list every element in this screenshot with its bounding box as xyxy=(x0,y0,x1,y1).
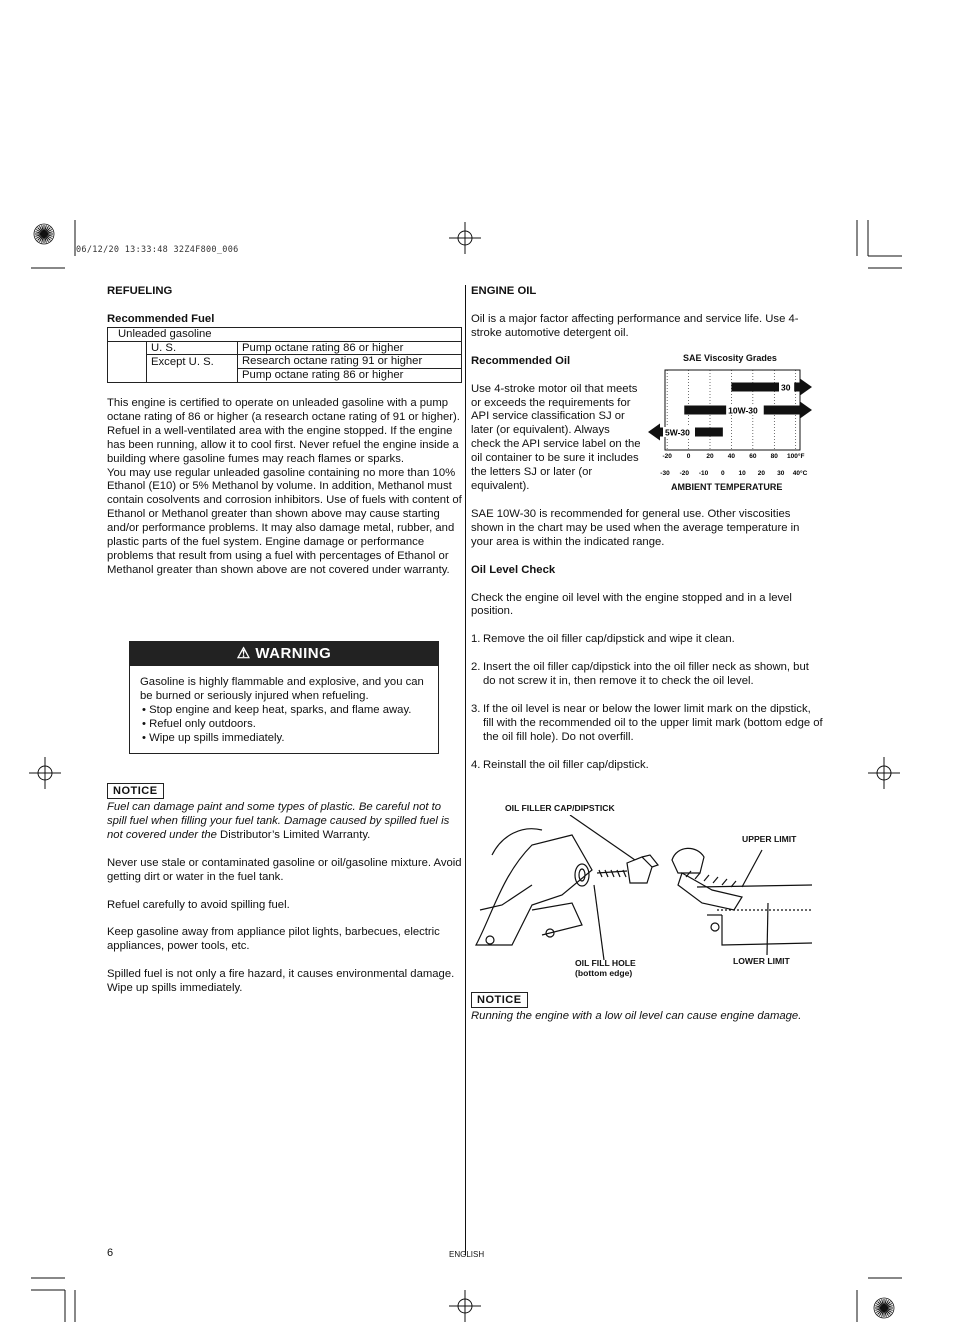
viscosity-label: 5W-30 xyxy=(665,427,690,438)
warning-header xyxy=(130,642,438,666)
f-tick-label: -20 xyxy=(662,453,672,460)
fuel-para-5: Refuel carefully to avoid spilling fuel. xyxy=(107,898,290,911)
language-label: ENGLISH xyxy=(449,1250,485,1259)
fuel-para-7: Spilled fuel is not only a fire hazard, it causes environmental damage. Wipe up spills immediately. xyxy=(107,968,455,995)
fig-label-cap: OIL FILLER CAP/DIPSTICK xyxy=(505,803,615,813)
fuel-rating: Research octane rating 91 or higher xyxy=(238,355,462,369)
fig-label-hole: OIL FILL HOLE xyxy=(575,958,636,968)
step-item: 4. Reinstall the oil filler cap/dipstick. xyxy=(471,758,649,771)
warning-bullet: • Refuel only outdoors. xyxy=(142,717,256,730)
f-tick-label: 100°F xyxy=(787,453,805,460)
warning-title: WARNING xyxy=(255,645,332,662)
fig-label-upper: UPPER LIMIT xyxy=(742,834,797,844)
viscosity-chart xyxy=(645,365,825,480)
level-heading: Oil Level Check xyxy=(471,563,556,576)
fuel-para-2: Refuel in a well-ventilated area with the engine stopped. If the engine has been running, allow it to cool first. Never refuel the engine inside a building where gasoline fumes may reach flames or sparks. xyxy=(107,424,459,465)
c-tick-label: -30 xyxy=(660,470,670,477)
c-tick-label: 30 xyxy=(777,470,785,477)
f-tick-label: 40 xyxy=(727,453,736,460)
warning-bullet: • Wipe up spills immediately. xyxy=(142,731,285,744)
fuel-region xyxy=(147,369,238,383)
notice-label: NOTICE xyxy=(107,783,164,799)
viscosity-label: 10W-30 xyxy=(728,405,758,416)
notice-section-right xyxy=(471,992,831,1024)
notice-section-left xyxy=(107,783,462,996)
oil-notice-text: Running the engine with a low oil level can cause engine damage. xyxy=(471,1010,802,1022)
section-title: ENGINE OIL xyxy=(471,285,537,297)
column-divider xyxy=(465,285,466,1255)
fuel-table-header: Unleaded gasoline xyxy=(108,327,462,341)
rec-oil-heading: Recommended Oil xyxy=(471,354,571,367)
notice-italic-text: Fuel can damage paint and some types of plastic. Be careful not to spill fuel when filling your fuel tank. Damage caused by spilled fuel is not covered under the xyxy=(107,801,450,841)
fuel-heading: Recommended Fuel xyxy=(107,312,215,325)
notice-warranty-text: Distributor’s Limited Warranty. xyxy=(220,828,371,841)
f-tick-label: 80 xyxy=(770,453,778,460)
chart-title: SAE Viscosity Grades xyxy=(683,353,777,363)
chart-xlabel: AMBIENT TEMPERATURE xyxy=(671,482,783,492)
fuel-para-6: Keep gasoline away from appliance pilot lights, barbecues, electric appliances, power tools, etc. xyxy=(107,926,440,953)
viscosity-label: 30 xyxy=(781,382,791,393)
f-tick-label: 60 xyxy=(749,453,757,460)
fuel-region: Except U. S. xyxy=(147,355,238,369)
fig-label-hole-sub: (bottom edge) xyxy=(575,968,633,978)
oil-fill-illustration xyxy=(472,815,817,960)
page-number: 6 xyxy=(107,1247,114,1259)
refueling-section xyxy=(107,285,462,578)
notice-label: NOTICE xyxy=(471,992,528,1008)
fuel-rating: Pump octane rating 86 or higher xyxy=(238,369,462,383)
oil-intro: Oil is a major factor affecting performance and service life. Use 4-stroke automotive detergent oil. xyxy=(471,312,799,339)
c-tick-label: 20 xyxy=(757,470,766,477)
fuel-table xyxy=(107,327,462,383)
rec-oil-text: Use 4-stroke motor oil that meets or exceeds the requirements for API service classification SJ or later (or equivalent). Always check the API service label on the oil container to be sure it includes the letters SJ or later (or equivalent). xyxy=(471,382,641,492)
step-item: 3. If the oil level is near or below the lower limit mark on the dipstick, fill with the recommended oil to the upper limit mark (bottom edge of the oil fill hole). Do not overfill. xyxy=(471,703,823,743)
fuel-para-1: This engine is certified to operate on unleaded gasoline with a pump octane rating of 86 or higher (a research octane rating of 91 or higher). xyxy=(107,397,460,423)
fuel-region: U. S. xyxy=(147,341,238,355)
print-stamp: 06/12/20 13:33:48 32Z4F800_006 xyxy=(76,245,239,255)
f-tick-label: 20 xyxy=(706,453,714,460)
warning-triangle-icon: ⚠ xyxy=(236,645,251,662)
fuel-rating: Pump octane rating 86 or higher xyxy=(238,341,462,355)
c-tick-label: 10 xyxy=(738,470,746,477)
warning-box xyxy=(129,641,439,754)
c-tick-label: 0 xyxy=(721,470,725,477)
section-title: REFUELING xyxy=(107,285,173,297)
c-tick-label: -20 xyxy=(679,470,689,477)
warning-bullet: • Stop engine and keep heat, sparks, and flame away. xyxy=(142,703,412,716)
level-intro: Check the engine oil level with the engine stopped and in a level position. xyxy=(471,591,792,618)
step-item: 1. Remove the oil filler cap/dipstick and wipe it clean. xyxy=(471,633,735,646)
c-tick-label: 40°C xyxy=(792,470,808,477)
fuel-para-3: You may use regular unleaded gasoline containing no more than 10% Ethanol (E10) or 5% Methanol by volume. In addition, Methanol must contain cosolvents and corrosion inhibitors. Use of fuels with content of Ethanol or Methanol greater than shown above may cause starting and/or performance problems. It may also damage metal, rubber, and plastic parts of the fuel system. Engine damage or performance problems that result from using a fuel with percentages of Ethanol or Methanol greater than shown above are not covered under warranty. xyxy=(107,466,462,576)
f-tick-label: 0 xyxy=(686,453,691,460)
fuel-para-4: Never use stale or contaminated gasoline or oil/gasoline mixture. Avoid getting dirt or water in the fuel tank. xyxy=(107,856,462,883)
fig-label-lower: LOWER LIMIT xyxy=(733,956,790,966)
step-item: 2. Insert the oil filler cap/dipstick into the oil filler neck as shown, but do not screw it in, then remove it to check the oil level. xyxy=(471,661,809,688)
warning-text: Gasoline is highly flammable and explosive, and you can be burned or seriously injured when refueling. xyxy=(140,676,424,702)
c-tick-label: -10 xyxy=(698,470,709,477)
sae-text: SAE 10W-30 is recommended for general use. Other viscosities shown in the chart may be used when the average temperature in your area is within the indicated range. xyxy=(471,507,800,548)
